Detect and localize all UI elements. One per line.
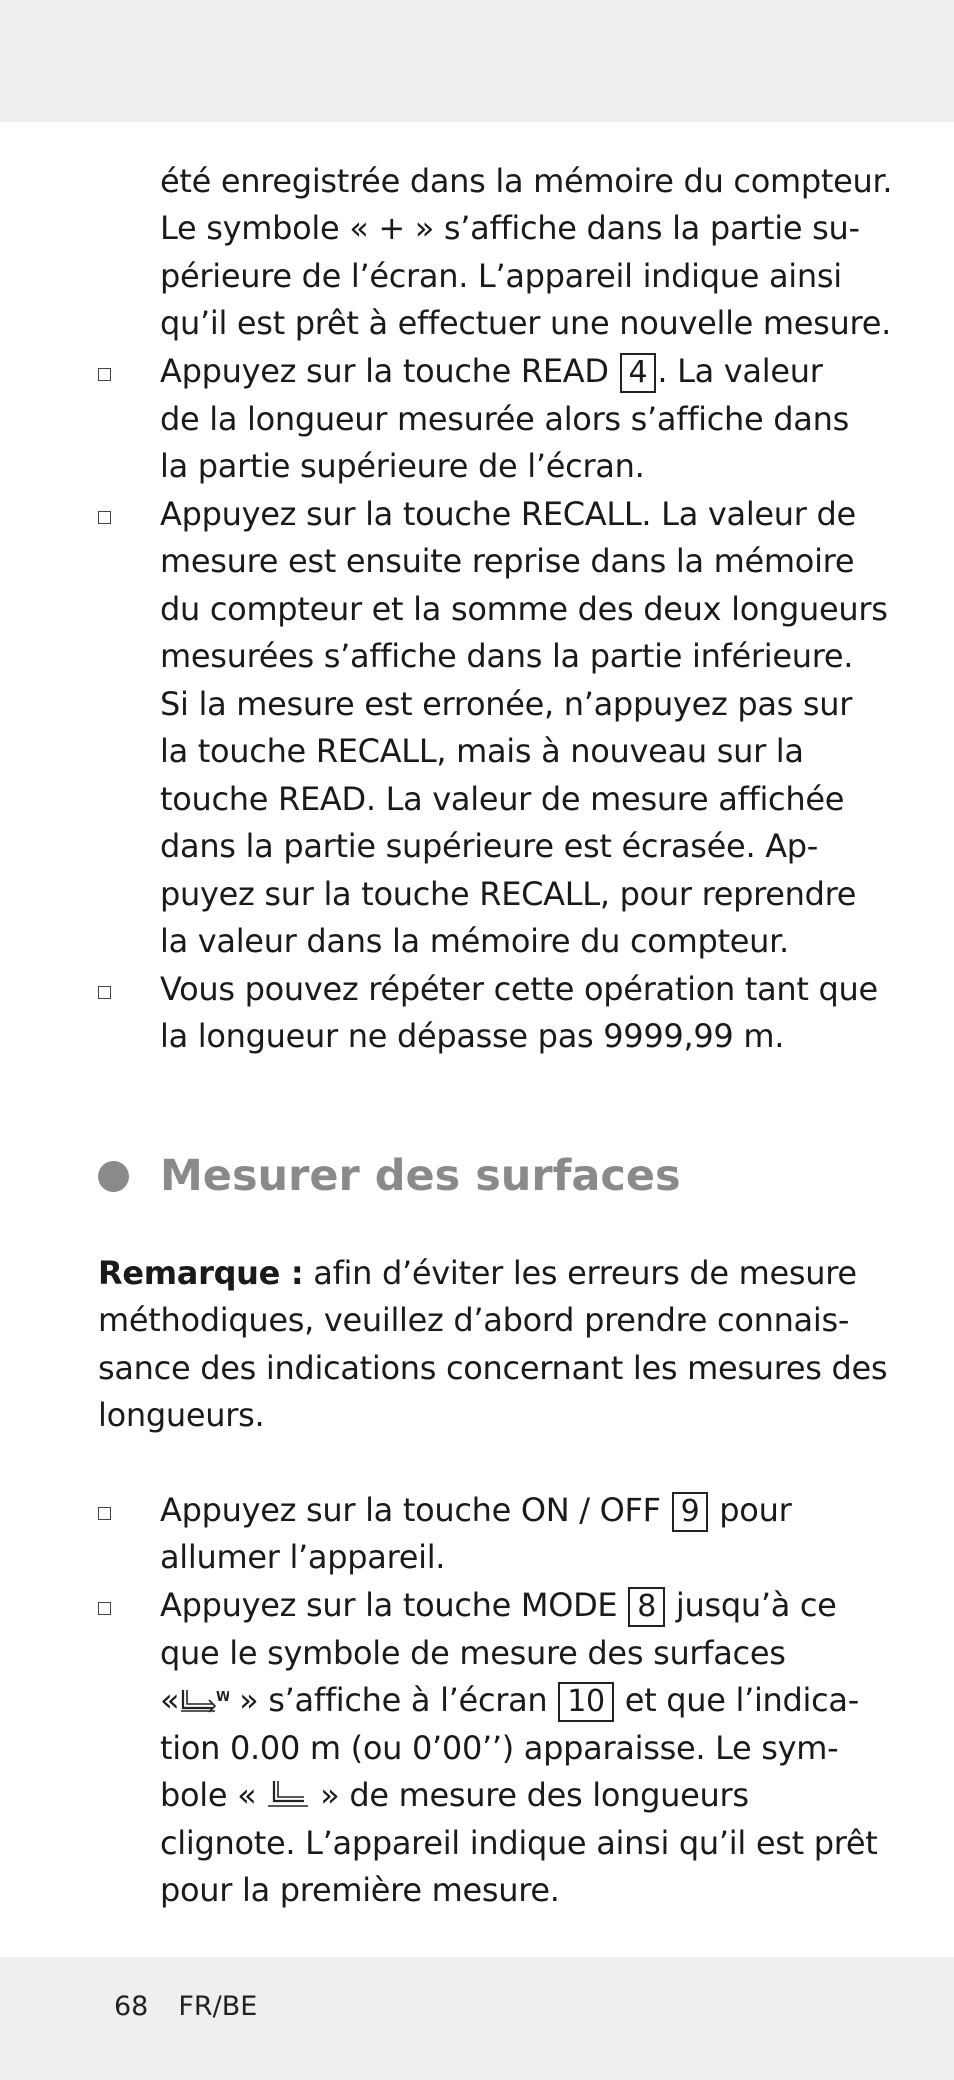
continuation-line-4: qu’il est prêt à effectuer une nouvelle mesure. [160, 304, 891, 342]
continuation-line-1: été enregistrée dans la mémoire du compteur. [160, 162, 893, 200]
bullet-checkbox-icon [98, 1602, 111, 1615]
section-title: Mesurer des surfaces [160, 1151, 681, 1201]
step-mode-line-3 [160, 1677, 859, 1723]
note-label: Remarque : [98, 1254, 304, 1292]
step-read-text: Appuyez sur la touche READ [160, 352, 609, 390]
step-on-text: Appuyez sur la touche ON / OFF [160, 1491, 661, 1529]
locale-code: FR/BE [178, 1991, 258, 2022]
ref-key-onoff: 9 [672, 1492, 709, 1532]
note-line-1 [98, 1250, 857, 1296]
note-line-3: sance des indications concernant les mesures des [98, 1349, 888, 1387]
step-mode-text: Appuyez sur la touche MODE [160, 1586, 618, 1624]
area-symbol-letter: W [216, 1690, 230, 1705]
step-recall-line-6: la touche RECALL, mais à nouveau sur la [160, 732, 804, 770]
page-footer [114, 1990, 257, 2024]
step-on-line-2: allumer l’appareil. [160, 1538, 446, 1576]
step-mode-text-after: jusqu’à ce [666, 1586, 837, 1624]
step-recall-line-4: mesurées s’affiche dans la partie inférieure. [160, 637, 854, 675]
note-text: afin d’éviter les erreurs de mesure [303, 1254, 857, 1292]
step-recall-line-10: la valeur dans la mémoire du compteur. [160, 922, 789, 960]
step-repeat-line-2: la longueur ne dépasse pas 9999,99 m. [160, 1017, 785, 1055]
step-on-line-1 [160, 1487, 791, 1533]
step-mode-line-1 [160, 1582, 837, 1628]
page-number: 68 [114, 1991, 149, 2022]
ref-key-mode: 8 [628, 1587, 665, 1627]
step-recall-line-8: dans la partie supérieure est écrasée. Ap- [160, 827, 819, 865]
step-mode-line-3-after: et que l’indica- [614, 1681, 859, 1719]
step-mode-quote-mid: » s’affiche à l’écran [229, 1681, 548, 1719]
step-recall-line-3: du compteur et la somme des deux longueurs [160, 590, 888, 628]
step-mode-line-2: que le symbole de mesure des surfaces [160, 1634, 786, 1672]
top-band [0, 0, 954, 122]
step-on-text-after: pour [709, 1491, 792, 1529]
section-bullet-dot [98, 1161, 129, 1192]
step-read-line-1 [160, 348, 823, 394]
step-recall-line-9: puyez sur la touche RECALL, pour reprendre [160, 875, 857, 913]
step-recall-line-2: mesure est ensuite reprise dans la mémoire [160, 542, 855, 580]
step-mode-line-6: clignote. L’appareil indique ainsi qu’il est prêt [160, 1824, 878, 1862]
step-mode-quote-open: « [160, 1681, 180, 1719]
step-recall-line-1: Appuyez sur la touche RECALL. La valeur de [160, 495, 856, 533]
bullet-checkbox-icon [98, 986, 111, 999]
step-mode-line-7: pour la première mesure. [160, 1871, 560, 1909]
bullet-checkbox-icon [98, 511, 111, 524]
step-repeat-line-1: Vous pouvez répéter cette opération tant que [160, 970, 878, 1008]
length-measure-icon [266, 1772, 310, 1818]
ref-key-read: 4 [620, 353, 657, 393]
step-recall-line-7: touche READ. La valeur de mesure affichée [160, 780, 845, 818]
step-recall-line-5: Si la mesure est erronée, n’appuyez pas sur [160, 685, 853, 723]
note-line-4: longueurs. [98, 1396, 265, 1434]
step-read-line-2: de la longueur mesurée alors s’affiche dans [160, 400, 849, 438]
note-line-2: méthodiques, veuillez d’abord prendre connais- [98, 1301, 850, 1339]
area-measure-icon [179, 1677, 229, 1723]
bullet-checkbox-icon [98, 1507, 111, 1520]
step-mode-line-5 [160, 1772, 749, 1818]
ref-screen: 10 [558, 1682, 614, 1722]
step-mode-line-5-before: bole « [160, 1776, 267, 1814]
step-mode-line-4: tion 0.00 m (ou 0’00’’) apparaisse. Le sym- [160, 1729, 839, 1767]
step-read-line-3: la partie supérieure de l’écran. [160, 447, 645, 485]
continuation-line-2: Le symbole « + » s’affiche dans la partie su- [160, 209, 860, 247]
continuation-line-3: périeure de l’écran. L’appareil indique ainsi [160, 257, 842, 295]
bullet-checkbox-icon [98, 368, 111, 381]
step-mode-line-5-after: » de mesure des longueurs [310, 1776, 749, 1814]
step-read-text-after: . La valeur [657, 352, 823, 390]
